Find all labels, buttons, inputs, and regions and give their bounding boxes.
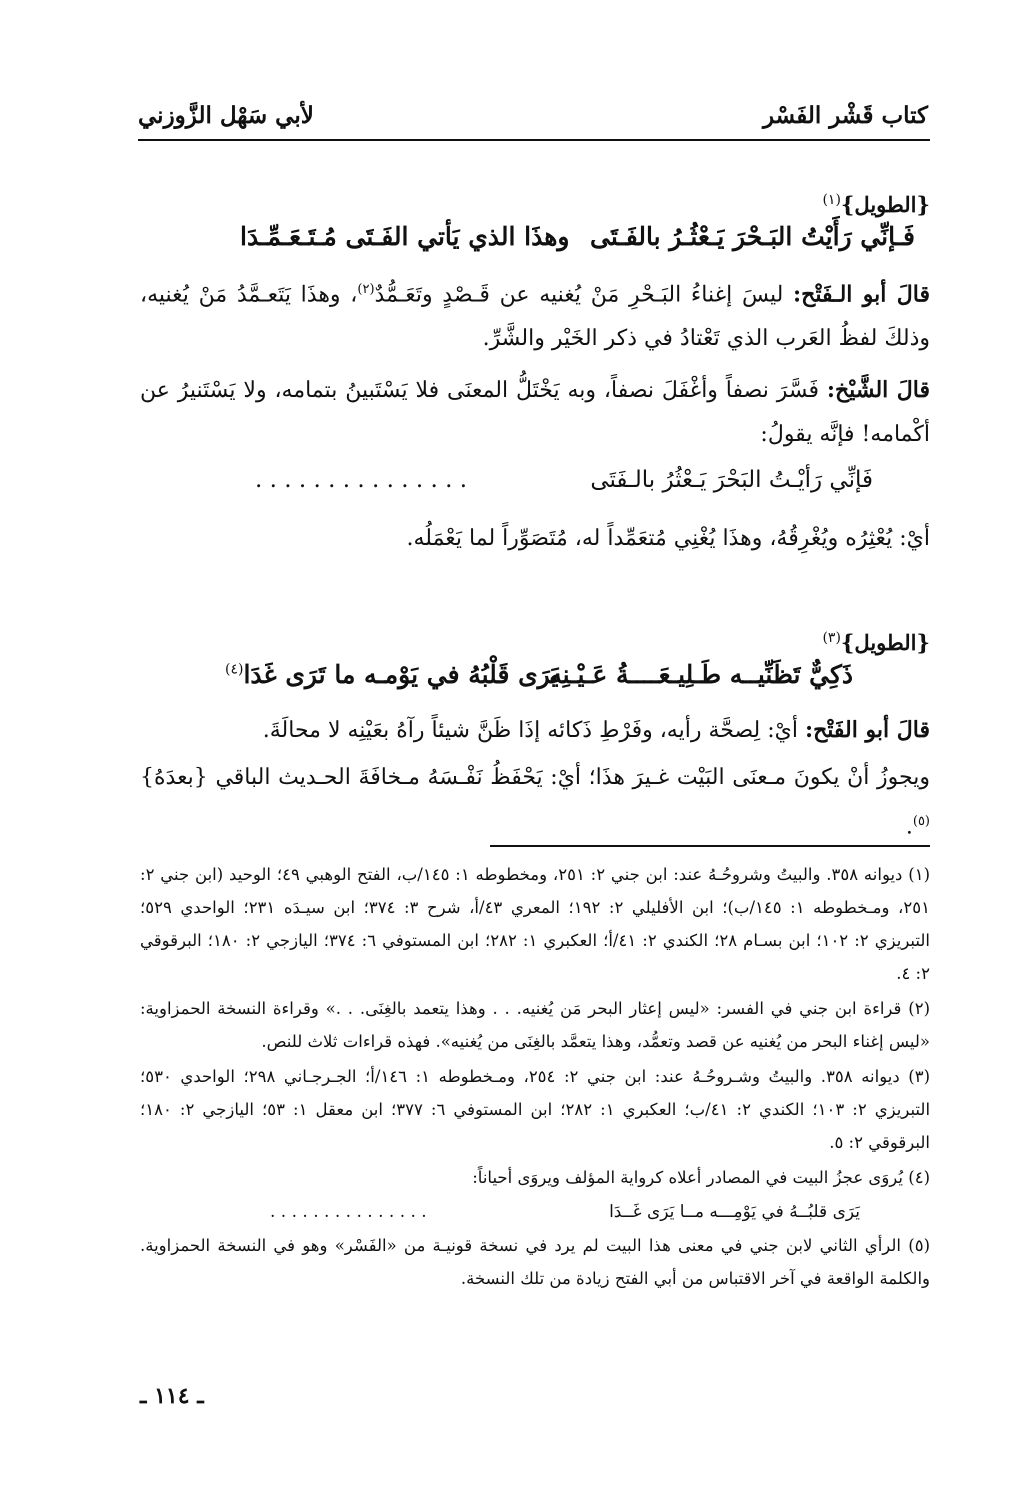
- footnote-ref: (٣): [822, 630, 841, 646]
- page-number: ـ ١١٤ ـ: [140, 1383, 204, 1409]
- speaker-label: قالَ أبو الفَتْح:: [804, 717, 930, 743]
- header-rule: [138, 139, 930, 141]
- quoted-ellipsis: . . . . . . . . . . . . . . .: [255, 467, 468, 493]
- footnote-4-hemistich: يَرَى قلبُــهُ في يَوْمِـــه مــا يَرَى غَــدَا: [609, 1202, 860, 1222]
- speaker-label: قالَ الشَّيْخ:: [826, 377, 931, 403]
- speaker-label: قالَ أبو الـفَتْح:: [793, 281, 930, 308]
- footnote-ref: (٤): [225, 661, 244, 678]
- meter-label-2: {الطويل}$^{(٣)}$: [822, 630, 930, 655]
- footnote-3: (٣) ديوانه ٣٥٨. والبيتُ وشـروحُـهُ عند: ابن جني ٢: ٢٥٤، ومـخطوطه ١: ١٤٦/أ؛ الجـرجـاني ٢٩٨؛ الواحدي ٥٣٠؛ التبريزي ٢: ١٠٣؛ الكندي ٢: ٤١/ب؛ العكبري ١: ٢٨٢؛ ابن المستوفي ٦: ٣٧٧؛ ابن معقل ١: ٥٣؛ اليازجي ٢: ١٨٠؛ البرقوقي ٢: ٥.: [140, 1067, 931, 1152]
- footnote-5: (٥) الرأي الثاني لابن جني في معنى هذا البيت لم يرد في نسخة قونيـة من «الفَسْر» وهو في النسخة الحمزاوية. والكلمة الواقعة في آخر الاقتباس من أبي الفتح زيادة من تلك النسخة.: [140, 1236, 930, 1288]
- verse-1-first-hemistich: فَـإنِّي رَأَيْتُ البَـحْرَ يَـعْثُـرُ بالفَـتَى: [590, 222, 915, 251]
- footnote-ref: (٥): [912, 814, 930, 829]
- footnote-ref: (١): [822, 192, 841, 208]
- footnote-4: (٤) يُروَى عجزُ البيت في المصادر أعلاه كرواية المؤلف ويروَى أحياناً:: [472, 1168, 930, 1187]
- footnote-1: (١) ديوانه ٣٥٨. والبيتُ وشروحُـهُ عند: ابن جني ٢: ٢٥١، ومخطوطه ١: ١٤٥/ب، الفتح الوهبي ٤٩؛ الوحيد (ابن جني ٢: ٢٥١، ومـخطوطه ١: ١٤٥/ب)؛ ابن الأفليلي ٢: ١٩٢؛ المعري ٤٣/أ، شرح ٣: ٣٧٤؛ ابن سيـدَه ٢٣١؛ الواحدي ٥٢٩؛ التبريزي ٢: ١٠٢؛ ابن بسـام ٢٨؛ الكندي ٢: ٤١/أ؛ العكبري ١: ٢٨٢؛ ابن المستوفي ٦: ٣٧٤؛ اليازجي ٢: ١٨٠؛ البرقوقي ٢: ٤.: [140, 865, 930, 983]
- footnote-rule: [490, 845, 930, 847]
- running-head: [138, 96, 928, 140]
- book-title: كتاب قَشْر الفَسْر: [762, 102, 928, 129]
- paragraph-abu-alfath-2: قالَ أبو الفَتْح: أيْ: لِصحَّة رأيه، وفَرْطِ ذَكائه إذَا ظَنَّ شيئاً رآهُ بعَيْنِه لا محالَةَ.: [262, 717, 930, 743]
- paragraph-alternative-meaning: ويجوزُ أنْ يكونَ مـعنَى البَيْت غـيرَ هذَا؛ أيْ: يَحْفَظُ نَفْـسَهُ مـخافَةَ الحـديث الباقي {بعدَهُ}$^{(٥)}$.: [140, 765, 930, 840]
- footnote-4-verse: [140, 1196, 930, 1229]
- footnote-2: (٢) قراءة ابن جني في الفسر: «ليس إعثار البحر مَن يُغنيه. . . وهذا يتعمد بالغِنَى. . .» وقراءة النسخة الحمزاوية: «ليس إغناء البحر من يُغنيه عن قصد وتعمُّد، وهذا يتعمَّد بالغِنَى من يُغنيه». فهذه قراءات ثلاث للنص.: [140, 999, 930, 1051]
- verse-2-second-hemistich: يَرَى قَلْبُهُ في يَوْمـه ما تَرَى غَدَا$^{(٤)}$: [225, 660, 559, 689]
- meter-label-1: {الطويل}$^{(١)}$: [822, 192, 930, 217]
- explanation-line: أيْ: يُعْثِرُه ويُغْرِقُهُ، وهذَا يُغْنِي مُتعَمِّداً له، مُتَصَوِّراً لما يَعْمَلُه.: [406, 526, 930, 551]
- footnote-ref: (٢): [357, 282, 375, 297]
- verse-1-second-hemistich: وهذَا الذي يَأتي الفَـتَى مُـتَـعَـمِّـدَا: [240, 222, 570, 251]
- paragraph-shaykh: قالَ الشَّيْخ: فَسَّرَ نصفاً وأغْفَلَ نصفاً، وبه يَخْتَلُّ المعنَى فلا يَسْتَبينُ بتمامه، ولا يَسْتَنيرُ عن أكْمامه! فإنَّه يقولُ:: [140, 377, 931, 447]
- author-name: لأبي سَهْل الزَّوزني: [138, 102, 314, 129]
- footnote-4-ellipsis: . . . . . . . . . . . . . . .: [270, 1202, 427, 1222]
- quoted-hemistich: فَإنِّي رَأيْـتُ البَحْرَ يَـعْثُرُ بالـفَتَى: [590, 467, 873, 493]
- verse-2-first-hemistich: ذَكِيٌّ تَظَنِّيــه طَـلِيـعَــــةُ عَـيْـنِه: [549, 660, 853, 689]
- paragraph-abu-alfath-1: قالَ أبو الـفَتْح: ليسَ إغناءُ البَـحْرِ مَنْ يُغنيه عن قَـصْدٍ وتَعَـمُّدٌ$^{(٢)}$، وهذَا يَتَعـمَّدُ مَنْ يُغنيه، وذلكَ لفظُ العَرب الذي تَعْتادُ في ذكر الخَيْر والشَّرِّ.: [140, 281, 930, 352]
- footnotes: [140, 858, 930, 1297]
